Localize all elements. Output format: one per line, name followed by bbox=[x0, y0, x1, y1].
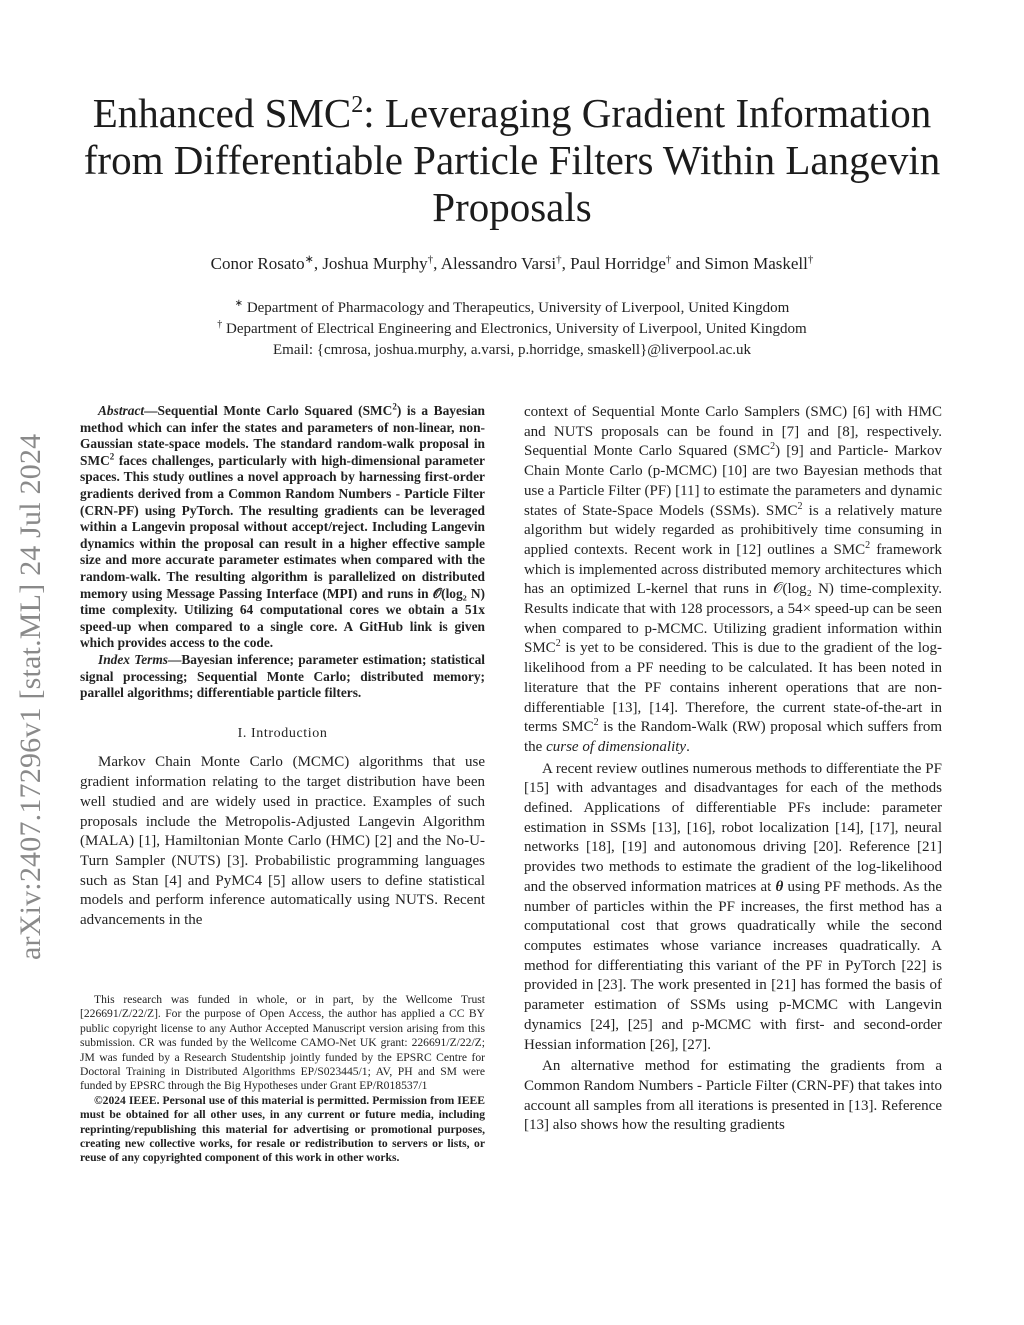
author: Joshua Murphy†, bbox=[322, 253, 441, 273]
left-column bbox=[80, 403, 485, 931]
author: Paul Horridge† and bbox=[570, 253, 705, 273]
abstract: Abstract—Sequential Monte Carlo Squared (SMC$^2$) is a Bayesian method which can infer the states and parameters of non-linear, non-Gaussian state-space models. The standard random-walk proposal in SMC$^2$ faces challenges, particularly with high-dimensional parameter spaces. This study outlines a novel approach by harnessing first-order gradients derived from a Common Random Numbers - Particle Filter (CRN-PF) using PyTorch. The resulting gradients can be leveraged within a Langevin proposal without accept/reject. Including Langevin dynamics within the proposal can result in a higher effective sample size and more accurate parameter estimates when compared with the random-walk. The resulting algorithm is parallelized on distributed memory using Message Passing Interface (MPI) and runs in 𝒪(log₂ N) time complexity. Utilizing 64 computational cores we obtain a 51x speed-up when compared to a single core. A GitHub link is given which provides access to the code. bbox=[80, 401, 486, 651]
right-paragraph-1: context of Sequential Monte Carlo Samplers (SMC) [6] with HMC and NUTS proposals can be found in [7] and [8], respectively. Sequential Monte Carlo Squared (SMC$^2$) [9] and Particle- Markov Chain Monte Carlo (p-MCMC) [10] are two Bayesian methods that use a Particle Filter (PF) [11] to estimate the parameters and dynamic states of State-Space Models (SSMs). SMC$^2$ is a relatively mature algorithm but widely regarded as prohibitively time consuming in applied contexts. Recent work in [12] outlines a SMC$^2$ framework which is implemented across distributed memory architectures which has an optimized L-kernel that runs in 𝒪(log₂ N) time-complexity. Results indicate that with 128 processors, a 54× speed-up can be seen when compared to p-MCMC. Utilizing gradient information within SMC$^2$ is yet to be considered. This is due to the gradient of the log-likelihood from a PF needing to be calculated. It has been noted in literature that the PF contains inherent operations that are non-differentiable [13], [14]. Therefore, the current state-of-the-art in terms SMC$^2$ is the Random-Walk (RW) proposal which suffers from the curse of dimensionality. bbox=[524, 404, 942, 755]
title-part2: : Leveraging Gradient Information from Differentiable Particle Filters Within Langevin Proposals bbox=[83, 90, 941, 230]
author-list bbox=[90, 254, 934, 274]
right-paragraph-3: An alternative method for estimating the gradients from a Common Random Numbers - Particle Filter (CRN-PF) that takes into account all samples from all iterations is presented in [13]. Reference [13] also shows how the resulting gradients bbox=[524, 1058, 942, 1134]
copyright-note: ©2024 IEEE. Personal use of this material is permitted. Permission from IEEE must be obtained for all other uses, in any current or future media, including reprinting/republishing this material for advertising or promotional purposes, creating new collective works, for resale or redistribution to servers or lists, or reuse of any copyrighted component of this work in other works. bbox=[80, 1093, 485, 1165]
abstract-label: Abstract bbox=[98, 403, 145, 418]
right-paragraph-2: A recent review outlines numerous methods to differentiate the PF [15] with advantages and disadvantages for each of the methods defined. Applications of differentiable PFs include: parameter estimation in SSMs [13], [16], robot localization [14], [17], neural networks [18], [19] and autonomous driving [20]. Reference [21] provides two methods to estimate the gradient of the log-likelihood and the observed information matrices at θ using PF methods. As the number of particles within the PF increases, the first method has a computational cost that grows quadratically while the second computes estimates whose variance increases quadratically. A method for differentiating this variant of the PF in PyTorch [22] is provided in [23]. The work presented in [21] has formed the basis of parameter estimation of SSMs using p-MCMC with Langevin dynamics [24], [25] and p-MCMC with first- and second-order Hessian information [26], [27]. bbox=[524, 760, 942, 1053]
index-terms: Index Terms—Bayesian inference; parameter estimation; statistical signal processing; Sequential Monte Carlo; distributed memory; parallel algorithms; differentiable particle filters. bbox=[80, 651, 485, 701]
title-part1: Enhanced SMC bbox=[92, 90, 352, 136]
author: Simon Maskell† bbox=[704, 253, 814, 273]
paper-title bbox=[70, 90, 954, 231]
footnote bbox=[80, 993, 485, 1166]
section-heading-introduction: I. Introduction bbox=[237, 725, 328, 741]
affiliations bbox=[90, 298, 934, 361]
index-terms-label: Index Terms bbox=[98, 651, 168, 667]
right-column bbox=[524, 403, 942, 1136]
author: Alessandro Varsi†, bbox=[440, 253, 571, 273]
email-line: Email: {cmrosa, joshua.murphy, a.varsi, p.horridge, smaskell}@liverpool.ac.uk bbox=[273, 342, 751, 358]
arxiv-stamp bbox=[14, 360, 54, 960]
title-superscript: 2 bbox=[351, 92, 364, 118]
affiliation-line-1: ∗ Department of Pharmacology and Therapeutics, University of Liverpool, United Kingdom bbox=[234, 298, 790, 316]
author: Conor Rosato∗, bbox=[210, 253, 323, 273]
affiliation-line-2: † Department of Electrical Engineering and Electronics, University of Liverpool, United Kingdom bbox=[217, 319, 807, 337]
funding-note: This research was funded in whole, or in part, by the Wellcome Trust [226691/Z/22/Z]. For the purpose of Open Access, the author has applied a CC BY public copyright license to any Author Accepted Manuscript version arising from this submission. CR was funded by the Wellcome CAMO-Net UK grant: 226691/Z/22/Z; JM was funded by a Research Studentship jointly funded by the EPSRC Centre for Doctoral Training in Distributed Algorithms EP/S023445/1; AV, PH and SM were funded by EPSRC through the Big Hypotheses under Grant EP/R018537/1 bbox=[80, 993, 485, 1093]
arxiv-id: arXiv:2407.17296v1 [stat.ML] 24 Jul 2024 bbox=[14, 433, 47, 960]
intro-paragraph-1: Markov Chain Monte Carlo (MCMC) algorithms that use gradient information relating to the target distribution have been well studied and are widely used in practice. Examples of such proposals include the Metropolis-Adjusted Langevin Algorithm (MALA) [1], Hamiltonian Monte Carlo (HMC) [2] and the No-U-Turn Sampler (NUTS) [3]. Probabilistic programming languages such as Stan [4] and PyMC4 [5] allow users to define statistical models and perform inference automatically using NUTS. Recent advancements in the bbox=[80, 754, 485, 929]
